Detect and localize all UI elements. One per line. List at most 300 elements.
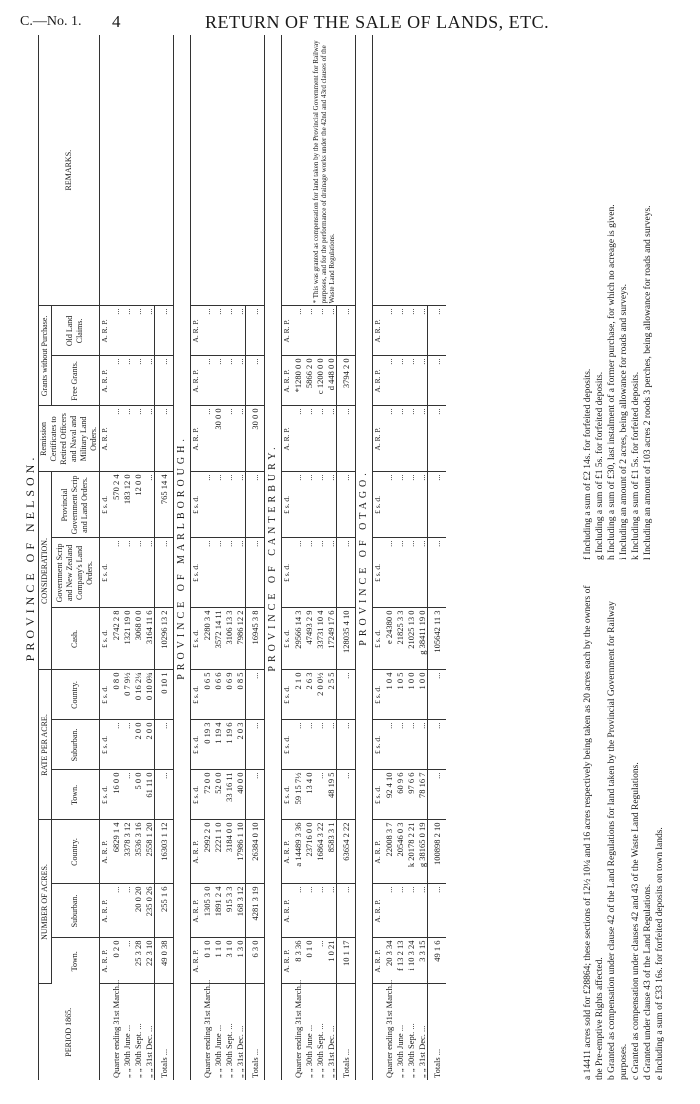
acres-header: NUMBER OF ACRES. xyxy=(39,820,52,984)
cell-t: 0 1 0 xyxy=(303,938,314,984)
cell-ps: ... xyxy=(314,472,325,538)
cell-ps: 183 12 0 xyxy=(121,472,132,538)
cell-rt: 13 4 0 xyxy=(303,770,314,820)
cell-gs: ... xyxy=(325,538,337,608)
cell-oc: ... xyxy=(325,306,337,356)
grants-header: Grants without Purchase. xyxy=(39,306,52,406)
cell-rem: ... xyxy=(234,406,246,472)
cell-cash: 1321 19 0 xyxy=(121,608,132,670)
cell-ps: ... xyxy=(383,472,394,538)
row-label: Quarter ending 31st March... xyxy=(110,979,121,1078)
units-cell: £ s. d. xyxy=(100,608,111,670)
cell-rs: ... xyxy=(292,720,303,770)
total-s: ... xyxy=(337,884,356,938)
cell-rc: 1 0 4 xyxy=(383,670,394,720)
section-title-row xyxy=(356,35,373,1080)
total-t: 49 1 6 xyxy=(428,938,447,984)
total-rc: 0 10 1 xyxy=(155,670,174,720)
units-cell: A. R. P. xyxy=(282,884,293,938)
cell-rt: 33 16 11 xyxy=(223,770,234,820)
units-cell: A. R. P. xyxy=(100,820,111,884)
cell-ps: ... xyxy=(416,472,428,538)
total-ps: ... xyxy=(337,472,356,538)
section-title-row xyxy=(265,35,282,1080)
cell-cash: 2280 3 4 xyxy=(201,608,212,670)
cell-rem: ... xyxy=(201,406,212,472)
total-s: 255 1 6 xyxy=(155,884,174,938)
cell-t: i 10 3 24 xyxy=(405,938,416,984)
row-label: „ „ 30th Sept. ... xyxy=(223,1023,234,1078)
cell-rc: 0 8 0 xyxy=(110,670,121,720)
cash-header: Cash. xyxy=(51,608,99,670)
cell-ps: ... xyxy=(394,472,405,538)
cell-oc: ... xyxy=(132,306,143,356)
units-row xyxy=(100,35,111,1080)
units-cell: £ s. d. xyxy=(191,472,202,538)
cell-cash: 3106 13 3 xyxy=(223,608,234,670)
rate-country-header: Country. xyxy=(51,670,99,720)
units-cell: £ s. d. xyxy=(282,472,293,538)
total-fg: ... xyxy=(246,356,265,406)
units-cell: A. R. P. xyxy=(191,938,202,984)
units-cell: A. R. P. xyxy=(100,406,111,472)
cell-cash: 3572 14 11 xyxy=(212,608,223,670)
cell-c: 22008 3 7 xyxy=(383,820,394,884)
cell-gs: ... xyxy=(110,538,121,608)
cell-s: 20 0 20 xyxy=(132,884,143,938)
cell-rc: 1 0 0 xyxy=(405,670,416,720)
cell-fg: ... xyxy=(234,356,246,406)
cell-ps: ... xyxy=(223,472,234,538)
cell-t: 25 3 28 xyxy=(132,938,143,984)
cell-c: 8583 3 1 xyxy=(325,820,337,884)
units-cell: A. R. P. xyxy=(191,356,202,406)
table-body xyxy=(100,35,447,1080)
units-cell: A. R. P. xyxy=(373,884,384,938)
cell-fg: ... xyxy=(383,356,394,406)
rate-header: RATE PER ACRE. xyxy=(39,670,52,820)
cell-s: 235 0 26 xyxy=(143,884,155,938)
units-row xyxy=(373,35,384,1080)
cell-t: ... xyxy=(121,938,132,984)
row-label: „ „ 30th June ... xyxy=(303,1024,314,1078)
units-cell: £ s. d. xyxy=(373,538,384,608)
footnotes-right xyxy=(582,40,654,560)
units-blank xyxy=(191,35,202,306)
old-claims-header: Old Land Claims. xyxy=(51,306,99,356)
cell-s: 1891 2 4 xyxy=(212,884,223,938)
cell-cash: 33731 10 4 xyxy=(314,608,325,670)
cell-rc: 0 6 5 xyxy=(201,670,212,720)
units-row xyxy=(191,35,202,1080)
remarks-cell xyxy=(383,35,446,306)
cell-oc: ... xyxy=(314,306,325,356)
cell-c: 16864 3 22 xyxy=(314,820,325,884)
total-t: 10 1 17 xyxy=(337,938,356,984)
cell-c: 17986 1 10 xyxy=(234,820,246,884)
units-cell: £ s. d. xyxy=(373,770,384,820)
total-rs: ... xyxy=(246,720,265,770)
cell-rem: ... xyxy=(416,406,428,472)
cell-rt: 5 0 0 xyxy=(132,770,143,820)
remarks-cell: * This was granted as compensation for land taken by the Provincial Government for Railway purposes, and for the performance of drainage works under the 42nd and 43rd clauses of the Waste Land Regulations. xyxy=(292,35,356,306)
cell-ps: ... xyxy=(303,472,314,538)
section-title: PROVINCE OF OTAGO. xyxy=(356,35,373,1080)
cell-rc: 0 7 9½ xyxy=(121,670,132,720)
total-rc: ... xyxy=(337,670,356,720)
total-fg: ... xyxy=(155,356,174,406)
units-cell: A. R. P. xyxy=(191,306,202,356)
cell-oc: ... xyxy=(212,306,223,356)
cell-rt: 92 4 10 xyxy=(383,770,394,820)
cell-rc: 2 1 0 xyxy=(292,670,303,720)
cell-rt: ... xyxy=(121,770,132,820)
total-rt: ... xyxy=(246,770,265,820)
units-cell: A. R. P. xyxy=(373,356,384,406)
cell-rt: 97 6 6 xyxy=(405,770,416,820)
cell-rs: 2 0 0 xyxy=(132,720,143,770)
total-oc: ... xyxy=(155,306,174,356)
cell-oc: ... xyxy=(121,306,132,356)
cell-s: ... xyxy=(416,884,428,938)
cell-rc: 1 0 0 xyxy=(416,670,428,720)
cell-rc: 0 8 5 xyxy=(234,670,246,720)
row-label: „ „ 30th June ... xyxy=(394,1024,405,1078)
page-number: 4 xyxy=(112,12,121,31)
cell-c: k 20178 2 21 xyxy=(405,820,416,884)
cell-t: 8 3 36 xyxy=(292,938,303,984)
footnote: f Including a sum of £2 14s. for forfeited deposits. xyxy=(583,368,593,560)
cell-s: ... xyxy=(110,884,121,938)
cell-rem: ... xyxy=(132,406,143,472)
cell-gs: ... xyxy=(121,538,132,608)
cell-rs: ... xyxy=(416,720,428,770)
cell-s: ... xyxy=(383,884,394,938)
cell-ps: 12 0 0 xyxy=(132,472,143,538)
cell-rem: ... xyxy=(292,406,303,472)
units-cell: A. R. P. xyxy=(100,306,111,356)
cell-c: 3378 3 12 xyxy=(121,820,132,884)
cell-s: ... xyxy=(405,884,416,938)
units-cell: A. R. P. xyxy=(282,406,293,472)
cell-rs: ... xyxy=(383,720,394,770)
units-cell: £ s. d. xyxy=(100,720,111,770)
cell-rem: ... xyxy=(143,406,155,472)
row-label: „ „ 30th Sept. ... xyxy=(405,1023,416,1078)
cell-gs: ... xyxy=(143,538,155,608)
rate-town-header: Town. xyxy=(51,770,99,820)
cell-rem: ... xyxy=(394,406,405,472)
cell-c: 2221 1 0 xyxy=(212,820,223,884)
cell-rc: 1 0 5 xyxy=(394,670,405,720)
units-cell: £ s. d. xyxy=(373,670,384,720)
units-cell: £ s. d. xyxy=(282,608,293,670)
cell-rem: ... xyxy=(303,406,314,472)
footnote: l Including an amount of 103 acres 2 roods 3 perches, being allowance for roads and surveys. xyxy=(643,205,653,560)
cell-rt: 61 11 0 xyxy=(143,770,155,820)
cell-rs: 0 19 3 xyxy=(201,720,212,770)
cell-cash: 2742 2 8 xyxy=(110,608,121,670)
total-rc: ... xyxy=(246,670,265,720)
cell-t: 22 3 10 xyxy=(143,938,155,984)
cell-gs: ... xyxy=(201,538,212,608)
units-cell: £ s. d. xyxy=(191,538,202,608)
total-rem: ... xyxy=(337,406,356,472)
units-cell: A. R. P. xyxy=(282,306,293,356)
totals-label: Totals ... xyxy=(428,984,447,1080)
cell-cash: 3164 11 6 xyxy=(143,608,155,670)
row-label: „ „ 30th Sept. ... xyxy=(132,1023,143,1078)
units-cell: £ s. d. xyxy=(373,720,384,770)
cell-t: 1 1 0 xyxy=(212,938,223,984)
total-s: ... xyxy=(428,884,447,938)
cell-c: 20546 0 3 xyxy=(394,820,405,884)
units-cell: A. R. P. xyxy=(191,884,202,938)
table-row xyxy=(110,35,121,1080)
units-cell: £ s. d. xyxy=(373,472,384,538)
remarks-header: REMARKS. xyxy=(39,35,100,306)
total-rem: ... xyxy=(155,406,174,472)
units-blank xyxy=(100,35,111,306)
section-title: PROVINCE OF MARLBOROUGH. xyxy=(174,35,191,1080)
row-label: Quarter ending 31st March... xyxy=(292,979,303,1078)
row-label: „ „ 30th June ... xyxy=(212,1024,223,1078)
total-c: 100898 2 10 xyxy=(428,820,447,884)
row-label: „ „ 30th June ... xyxy=(121,1024,132,1078)
cell-rem: ... xyxy=(325,406,337,472)
cell-rc: 2 0 0½ xyxy=(314,670,325,720)
cell-c: 2558 1 20 xyxy=(143,820,155,884)
cell-s: ... xyxy=(303,884,314,938)
cell-ps: 570 2 4 xyxy=(110,472,121,538)
cell-fg: *1280 0 0 xyxy=(292,356,303,406)
cell-cash: 7986 12 2 xyxy=(234,608,246,670)
cell-fg: ... xyxy=(121,356,132,406)
row-label: „ „ 31st Dec. ... xyxy=(325,1025,336,1078)
table-row xyxy=(292,35,303,1080)
units-cell: £ s. d. xyxy=(100,670,111,720)
cell-fg: ... xyxy=(143,356,155,406)
cell-gs: ... xyxy=(223,538,234,608)
row-label: „ „ 31st Dec. ... xyxy=(143,1025,154,1078)
cell-ps: ... xyxy=(143,472,155,538)
cell-s: 168 3 12 xyxy=(234,884,246,938)
units-cell: A. R. P. xyxy=(282,820,293,884)
total-rs: ... xyxy=(337,720,356,770)
cell-oc: ... xyxy=(292,306,303,356)
cell-gs: ... xyxy=(303,538,314,608)
cell-rt: 40 0 0 xyxy=(234,770,246,820)
cell-s: ... xyxy=(314,884,325,938)
cell-rt: ... xyxy=(314,770,325,820)
cell-cash: 21825 3 3 xyxy=(394,608,405,670)
totals-label: Totals ... xyxy=(246,984,265,1080)
units-cell: £ s. d. xyxy=(373,608,384,670)
cell-gs: ... xyxy=(416,538,428,608)
free-grants-header: Free Grants. xyxy=(51,356,99,406)
total-t: 6 3 0 xyxy=(246,938,265,984)
table-row xyxy=(201,35,212,1080)
units-blank xyxy=(282,984,293,1080)
cell-t: 1 0 21 xyxy=(325,938,337,984)
total-ps: ... xyxy=(428,472,447,538)
cell-oc: ... xyxy=(383,306,394,356)
cell-fg: ... xyxy=(110,356,121,406)
table-row xyxy=(383,35,394,1080)
cell-rs: 2 0 3 xyxy=(234,720,246,770)
cell-rt: 59 15 7½ xyxy=(292,770,303,820)
cell-t: 20 3 34 xyxy=(383,938,394,984)
row-label: Quarter ending 31st March... xyxy=(201,979,212,1078)
cell-oc: ... xyxy=(405,306,416,356)
cell-rs: ... xyxy=(405,720,416,770)
cell-fg: ... xyxy=(394,356,405,406)
rate-suburban-header: Suburban. xyxy=(51,720,99,770)
cell-fg: ... xyxy=(223,356,234,406)
cell-t: 3 3 15 xyxy=(416,938,428,984)
total-rt: ... xyxy=(337,770,356,820)
units-cell: £ s. d. xyxy=(191,770,202,820)
cell-rt: 72 0 0 xyxy=(201,770,212,820)
footnote: g Including a sum of £1 5s. for forfeited deposits. xyxy=(595,371,605,560)
cell-ps: ... xyxy=(292,472,303,538)
footnote: d Granted under clause 43 of the Land Regulations. xyxy=(643,883,653,1080)
total-rt: ... xyxy=(428,770,447,820)
cell-rc: 2 5 5 xyxy=(325,670,337,720)
cell-ps: ... xyxy=(212,472,223,538)
cell-rem: ... xyxy=(405,406,416,472)
units-row xyxy=(282,35,293,1080)
acres-suburban-header: Suburban. xyxy=(51,884,99,938)
cell-t: 1 3 0 xyxy=(234,938,246,984)
cell-t: 3 1 0 xyxy=(223,938,234,984)
cell-cash: e 24380 0 xyxy=(383,608,394,670)
cell-cash: 3068 0 0 xyxy=(132,608,143,670)
cell-oc: ... xyxy=(234,306,246,356)
units-cell: £ s. d. xyxy=(282,720,293,770)
cell-cash: 47493 2 9 xyxy=(303,608,314,670)
cell-c: 2992 2 0 xyxy=(201,820,212,884)
cell-rem: ... xyxy=(121,406,132,472)
cell-c: g 38165 0 19 xyxy=(416,820,428,884)
cell-ps: ... xyxy=(234,472,246,538)
units-cell: £ s. d. xyxy=(191,720,202,770)
cell-oc: ... xyxy=(143,306,155,356)
total-oc: ... xyxy=(337,306,356,356)
footnote: h Including a sum of £30, last instalment of a former purchase, for which no acreage is given. xyxy=(607,204,617,560)
units-cell: A. R. P. xyxy=(282,356,293,406)
cell-rs: ... xyxy=(121,720,132,770)
cell-rc: 0 10 0¾ xyxy=(143,670,155,720)
rotated-table-area xyxy=(22,35,678,1080)
cell-ps: ... xyxy=(325,472,337,538)
cell-gs: ... xyxy=(405,538,416,608)
row-label: „ „ 31st Dec. ... xyxy=(234,1025,245,1078)
cell-fg: c 1200 0 0 xyxy=(314,356,325,406)
cell-fg: 5866 2 0 xyxy=(303,356,314,406)
cell-gs: ... xyxy=(314,538,325,608)
total-oc: ... xyxy=(246,306,265,356)
cell-c: 3184 0 0 xyxy=(223,820,234,884)
footnote: k Including a sum of £1 5s. for forfeited deposits. xyxy=(631,371,641,560)
units-cell: £ s. d. xyxy=(100,472,111,538)
cell-gs: ... xyxy=(292,538,303,608)
section-title: PROVINCE OF CANTERBURY. xyxy=(265,35,282,1080)
total-fg: ... xyxy=(428,356,447,406)
cell-rem: ... xyxy=(223,406,234,472)
cell-rs: 2 0 0 xyxy=(143,720,155,770)
cell-oc: ... xyxy=(394,306,405,356)
cell-rs: 1 19 6 xyxy=(223,720,234,770)
cell-rs: ... xyxy=(110,720,121,770)
acres-country-header: Country. xyxy=(51,820,99,884)
cell-ps: ... xyxy=(201,472,212,538)
cell-fg: ... xyxy=(405,356,416,406)
cell-cash: 29566 14 3 xyxy=(292,608,303,670)
cell-rem: 30 0 0 xyxy=(212,406,223,472)
total-ps: 765 14 4 xyxy=(155,472,174,538)
total-ps: ... xyxy=(246,472,265,538)
remarks-cell xyxy=(201,35,265,306)
total-gs: ... xyxy=(246,538,265,608)
cell-rt: 48 19 5 xyxy=(325,770,337,820)
cell-rt: 16 0 0 xyxy=(110,770,121,820)
cell-s: 1305 3 0 xyxy=(201,884,212,938)
cell-oc: ... xyxy=(110,306,121,356)
footnote: i Including an amount of 2 acres, being allowance for roads and surveys. xyxy=(619,284,629,560)
cell-gs: ... xyxy=(132,538,143,608)
cell-rs: ... xyxy=(303,720,314,770)
total-gs: ... xyxy=(155,538,174,608)
cell-rem: ... xyxy=(314,406,325,472)
cell-cash: g 38411 19 0 xyxy=(416,608,428,670)
totals-label: Totals ... xyxy=(337,984,356,1080)
total-rem: ... xyxy=(428,406,447,472)
cell-cash: 21025 13 0 xyxy=(405,608,416,670)
footnotes-left xyxy=(582,580,666,1080)
cell-rs: ... xyxy=(394,720,405,770)
cell-rc: 0 6 9 xyxy=(223,670,234,720)
footnote: e Including a sum of £33 16s. for forfeited deposits on town lands. xyxy=(655,827,665,1080)
cell-t: f 13 2 13 xyxy=(394,938,405,984)
units-cell: A. R. P. xyxy=(373,938,384,984)
cell-fg: d 448 0 0 xyxy=(325,356,337,406)
units-cell: A. R. P. xyxy=(191,406,202,472)
total-rem: 30 0 0 xyxy=(246,406,265,472)
units-cell: A. R. P. xyxy=(100,356,111,406)
page-title: RETURN OF THE SALE OF LANDS, ETC. xyxy=(205,12,550,32)
cell-fg: ... xyxy=(132,356,143,406)
total-rs: ... xyxy=(428,720,447,770)
return-table xyxy=(38,35,446,1080)
cell-rt: 78 16 7 xyxy=(416,770,428,820)
total-rs: ... xyxy=(155,720,174,770)
cell-t: 0 2 0 xyxy=(110,938,121,984)
units-cell: £ s. d. xyxy=(100,770,111,820)
total-fg: 3794 2 0 xyxy=(337,356,356,406)
total-t: 49 0 38 xyxy=(155,938,174,984)
total-cash: 105642 11 3 xyxy=(428,608,447,670)
govt-scrip-header: Government Scrip and New Zealand Company's Land Orders. xyxy=(51,538,99,608)
cell-s: ... xyxy=(292,884,303,938)
cell-s: 915 3 3 xyxy=(223,884,234,938)
cell-gs: ... xyxy=(234,538,246,608)
units-cell: £ s. d. xyxy=(282,538,293,608)
units-cell: A. R. P. xyxy=(373,306,384,356)
cell-ps: ... xyxy=(405,472,416,538)
cell-rc: 0 16 2¼ xyxy=(132,670,143,720)
cell-oc: ... xyxy=(303,306,314,356)
